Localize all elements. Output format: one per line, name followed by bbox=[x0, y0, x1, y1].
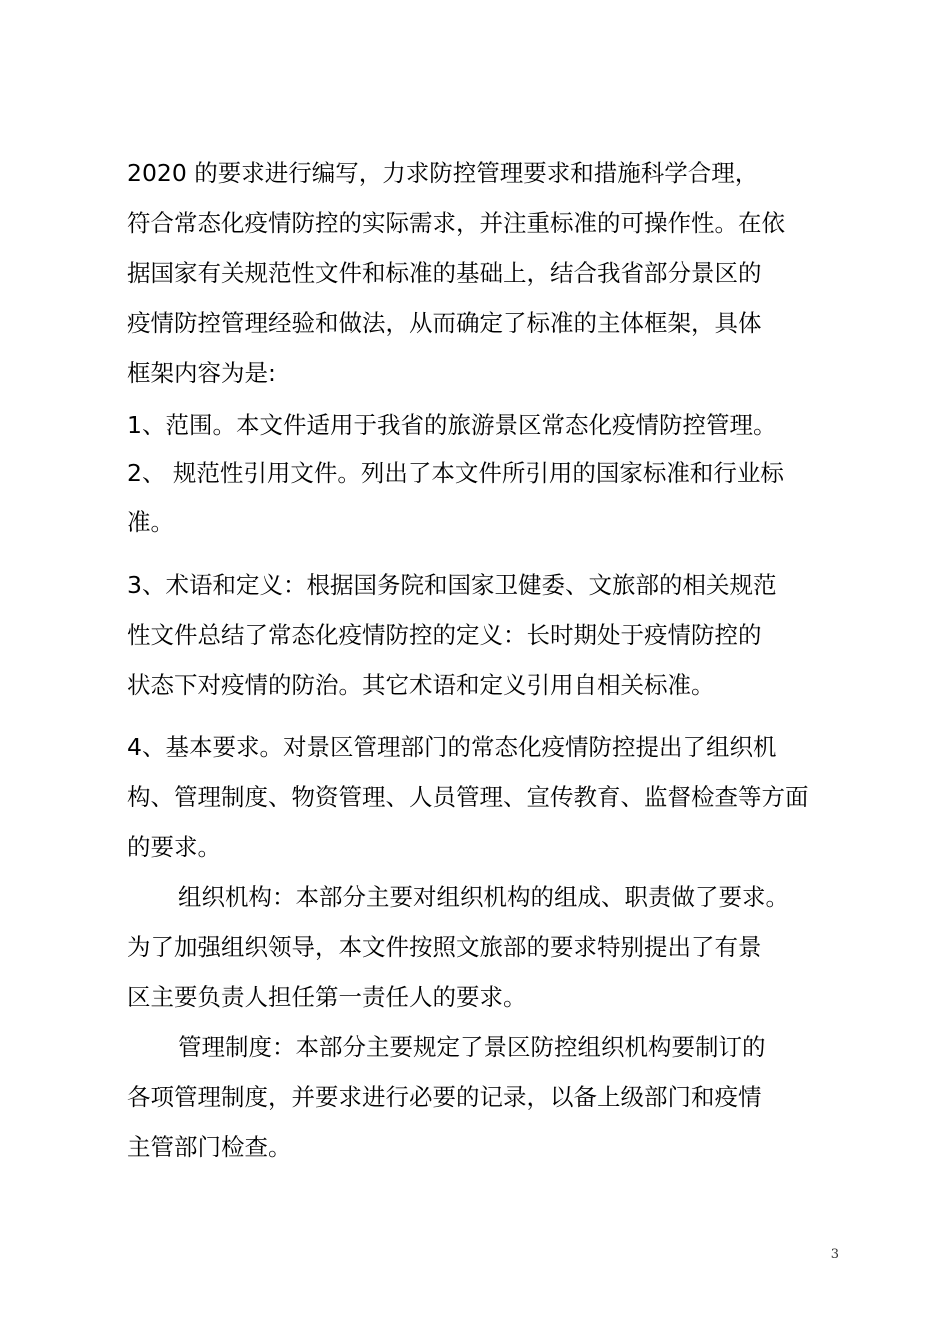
list-item-terms-definitions: 3、术语和定义：根据国务院和国家卫健委、文旅部的相关规范 bbox=[127, 571, 777, 599]
list-item-terms-definitions-cont: 状态下对疫情的防治。其它术语和定义引用自相关标准。 bbox=[127, 671, 715, 699]
page-number: 3 bbox=[830, 1247, 839, 1262]
section-org-structure-cont: 为了加强组织领导，本文件按照文旅部的要求特别提出了有景 bbox=[127, 933, 762, 961]
section-org-structure: 组织机构：本部分主要对组织机构的组成、职责做了要求。 bbox=[178, 883, 789, 911]
list-item-basic-requirements: 4、基本要求。对景区管理部门的常态化疫情防控提出了组织机 bbox=[127, 733, 777, 761]
body-text-line: 据国家有关规范性文件和标准的基础上，结合我省部分景区的 bbox=[127, 259, 762, 287]
list-item-normative-references-cont: 准。 bbox=[127, 508, 174, 536]
list-item-basic-requirements-cont: 的要求。 bbox=[127, 833, 221, 861]
body-text-line: 疫情防控管理经验和做法，从而确定了标准的主体框架，具体 bbox=[127, 309, 762, 337]
body-text-line: 框架内容为是: bbox=[127, 359, 276, 387]
list-item-terms-definitions-cont: 性文件总结了常态化疫情防控的定义：长时期处于疫情防控的 bbox=[127, 621, 762, 649]
section-management-system: 管理制度：本部分主要规定了景区防控组织机构要制订的 bbox=[178, 1033, 766, 1061]
list-item-basic-requirements-cont: 构、管理制度、物资管理、人员管理、宣传教育、监督检查等方面 bbox=[127, 783, 809, 811]
list-item-scope: 1、范围。本文件适用于我省的旅游景区常态化疫情防控管理。 bbox=[127, 411, 777, 439]
body-text-line: 符合常态化疫情防控的实际需求，并注重标准的可操作性。在依 bbox=[127, 209, 785, 237]
body-text-line: 2020 的要求进行编写，力求防控管理要求和措施科学合理， bbox=[127, 159, 759, 187]
section-management-system-cont: 主管部门检查。 bbox=[127, 1133, 292, 1161]
section-org-structure-cont: 区主要负责人担任第一责任人的要求。 bbox=[127, 983, 527, 1011]
section-management-system-cont: 各项管理制度，并要求进行必要的记录，以备上级部门和疫情 bbox=[127, 1083, 762, 1111]
list-item-normative-references: 2、 规范性引用文件。列出了本文件所引用的国家标准和行业标 bbox=[127, 459, 784, 487]
